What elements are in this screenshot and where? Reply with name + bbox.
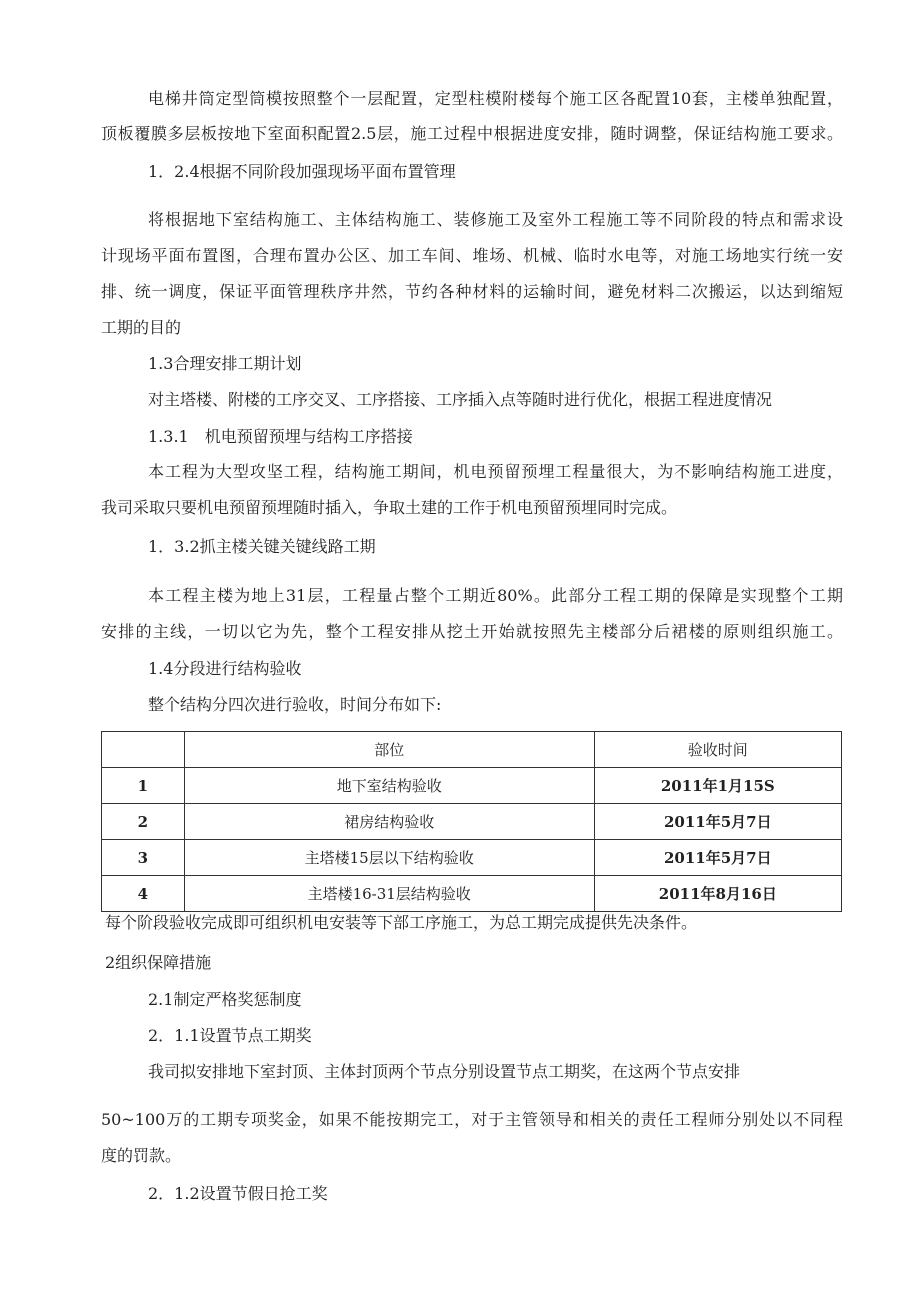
- section-heading-2-1: 2.1制定严格奖惩制度: [148, 990, 302, 1009]
- section-heading-1-2-4: 1．2.4根据不同阶段加强现场平面布置管理: [148, 162, 456, 181]
- table-row: [102, 768, 842, 804]
- paragraph-line: 排、统一调度，保证平面管理秩序井然，节约各种材料的运输时间，避免材料二次搬运，以达到缩短: [101, 282, 843, 301]
- table-header-cell: 验收时间: [594, 732, 841, 768]
- row-number: 2: [102, 804, 185, 840]
- row-part: 地下室结构验收: [184, 768, 594, 804]
- paragraph-line: 顶板覆膜多层板按地下室面积配置2.5层，施工过程中根据进度安排，随时调整，保证结构施工要求。: [101, 124, 843, 143]
- section-heading-1-3-1: 1.3.1 机电预留预埋与结构工序搭接: [148, 427, 413, 446]
- row-part: 裙房结构验收: [184, 804, 594, 840]
- paragraph-line: 整个结构分四次进行验收，时间分布如下:: [148, 695, 442, 714]
- row-number: 3: [102, 840, 185, 876]
- paragraph-line: 50~100万的工期专项奖金，如果不能按期完工，对于主管领导和相关的责任工程师分别处以不同程: [101, 1110, 843, 1129]
- paragraph-line: 电梯井筒定型筒模按照整个一层配置，定型柱模附楼每个施工区各配置10套，主楼单独配置，: [148, 89, 843, 108]
- paragraph-line: 度的罚款。: [101, 1146, 182, 1165]
- row-time: 2011年1月15S: [594, 768, 841, 804]
- paragraph-line: 安排的主线，一切以它为先，整个工程安排从挖土开始就按照先主楼部分后裙楼的原则组织施工。: [101, 622, 843, 641]
- row-number: 1: [102, 768, 185, 804]
- table-row: [102, 876, 842, 912]
- paragraph-line: 工期的目的: [101, 318, 182, 337]
- table-header-row: [102, 732, 842, 768]
- row-part: 主塔楼16-31层结构验收: [184, 876, 594, 912]
- table-row: [102, 804, 842, 840]
- row-time: 2011年5月7日: [594, 840, 841, 876]
- section-heading-2: 2组织保障措施: [105, 953, 212, 972]
- section-heading-2-1-2: 2．1.2设置节假日抢工奖: [148, 1184, 328, 1203]
- table-header-cell: [102, 732, 185, 768]
- row-part: 主塔楼15层以下结构验收: [184, 840, 594, 876]
- row-time: 2011年5月7日: [594, 804, 841, 840]
- paragraph-line: 计现场平面布置图，合理布置办公区、加工车间、堆场、机械、临时水电等，对施工场地实行统一安: [101, 246, 843, 265]
- paragraph-line: 每个阶段验收完成即可组织机电安装等下部工序施工，为总工期完成提供先决条件。: [105, 913, 698, 932]
- row-number: 4: [102, 876, 185, 912]
- row-time: 2011年8月16日: [594, 876, 841, 912]
- acceptance-schedule-table: [101, 731, 842, 912]
- table-row: [102, 840, 842, 876]
- section-heading-1-3: 1.3合理安排工期计划: [148, 354, 302, 373]
- paragraph-line: 将根据地下室结构施工、主体结构施工、装修施工及室外工程施工等不同阶段的特点和需求设: [148, 210, 843, 229]
- table-header-cell: 部位: [184, 732, 594, 768]
- paragraph-line: 对主塔楼、附楼的工序交叉、工序搭接、工序插入点等随时进行优化，根据工程进度情况: [148, 390, 773, 409]
- paragraph-line: 本工程为大型攻坚工程，结构施工期间，机电预留预埋工程量很大，为不影响结构施工进度，: [148, 462, 843, 481]
- section-heading-1-3-2: 1．3.2抓主楼关键关键线路工期: [148, 537, 376, 556]
- section-heading-2-1-1: 2．1.1设置节点工期奖: [148, 1026, 312, 1045]
- paragraph-line: 我司采取只要机电预留预埋随时插入，争取土建的工作于机电预留预埋同时完成。: [101, 498, 678, 517]
- section-heading-1-4: 1.4分段进行结构验收: [148, 659, 302, 678]
- paragraph-line: 本工程主楼为地上31层，工程量占整个工期近80%。此部分工程工期的保障是实现整个工期: [148, 586, 843, 605]
- paragraph-line: 我司拟安排地下室封顶、主体封顶两个节点分别设置节点工期奖，在这两个节点安排: [148, 1062, 741, 1081]
